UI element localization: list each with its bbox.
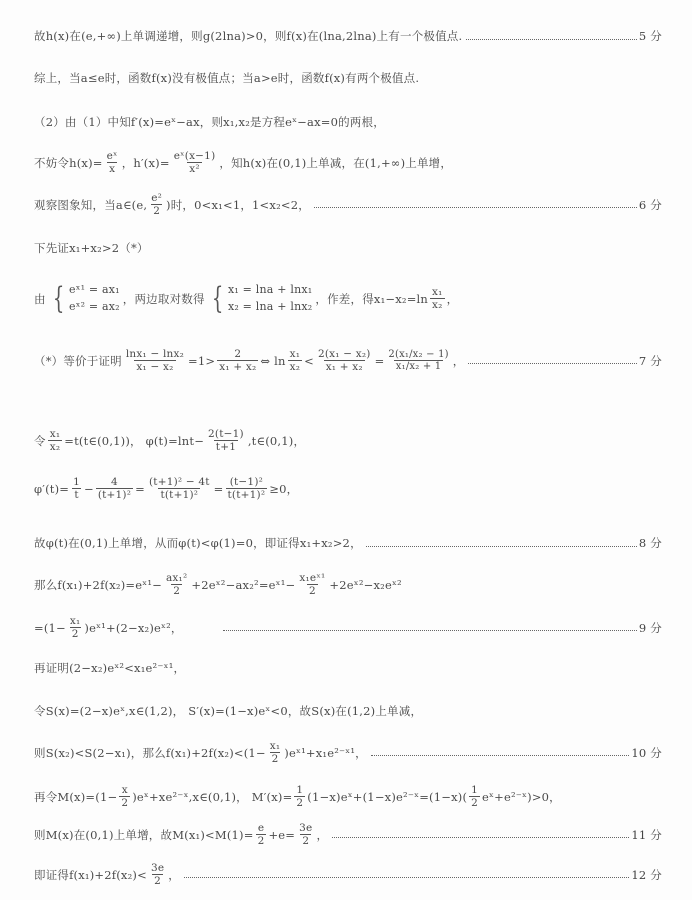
line-text: ，知h(x)在(0,1)上单减，在(1,+∞)上单增， (219, 155, 453, 170)
line-text: 即证得f(x₁)+2f(x₂)< (34, 867, 147, 882)
fraction: $\frac{2(t-1)}{t+1}$ (208, 428, 244, 454)
fraction: $\frac{\text{2(x₁/x₂ − 1)}}{\text{x₁/x₂ + 1}}$ (388, 348, 449, 373)
line-text: ， (446, 291, 459, 306)
line-text: = (213, 481, 224, 496)
dotted-leader (314, 207, 637, 208)
solution-line-10 (34, 476, 662, 501)
line-text: )eˣ¹+x₁e²⁻ˣ¹， (284, 745, 367, 760)
fraction: $\frac{\text{lnx₁ − lnx₂}}{\text{x₁ − x₂}}$ (125, 348, 185, 374)
score-marker: 11 分 (631, 827, 662, 842)
line-text: )eˣ¹+(2−x₂)eˣ²， (84, 620, 183, 635)
line-text: =(1− (34, 620, 66, 635)
line-text: 再令M(x)=(1− (34, 789, 118, 804)
fraction: $\frac{\text{x₁}}{2}$ (69, 615, 81, 641)
line-text: 再证明(2−x₂)eˣ²<x₁e²⁻ˣ¹， (34, 661, 186, 675)
fraction: $\frac{\text{(t−1)²}}{\text{t(t+1)²}}$ (227, 476, 266, 502)
solution-line-3 (34, 114, 662, 130)
fraction: $\frac{\text{x₁}}{\text{x₂}}$ (49, 428, 61, 454)
solution-line-17 (34, 784, 662, 809)
line-text: ， (316, 827, 329, 842)
solution-line-6 (34, 240, 662, 256)
score-marker: 9 分 (638, 620, 662, 635)
dotted-leader (371, 755, 630, 756)
fraction: $\frac{4}{\text{(t+1)²}}$ (97, 476, 132, 502)
line-text: )eˣ+xe²⁻ˣ,x∈(0,1)， M′(x)= (132, 789, 293, 804)
line-text: ，h′(x)= (121, 155, 170, 170)
fraction: $\frac{1}{2}$ (471, 784, 479, 810)
fraction: $\frac{\text{2(x₁ − x₂)}}{\text{x₁ + x₂}}$ (317, 348, 371, 374)
line-text: 综上，当a≤e时，函数f(x)没有极值点；当a>e时，函数f(x)有两个极值点. (34, 71, 420, 85)
line-text: − (83, 481, 94, 496)
line-text: =1> (188, 353, 216, 368)
score-marker: 5 分 (638, 29, 662, 43)
line-text: ， (452, 353, 465, 368)
fraction: $\frac{\text{(t+1)² − 4t}}{\text{t(t+1)²}}$ (148, 476, 210, 502)
solution-line-1 (34, 28, 662, 44)
line-text: φ′(t)= (34, 481, 70, 496)
fraction: $\frac{1}{t}$ (73, 476, 80, 502)
line-text: = (374, 353, 385, 368)
line-text: = (135, 481, 145, 496)
line-text: ≥0， (269, 481, 299, 496)
brace-icon: { (211, 280, 224, 316)
fraction: $\frac{\text{eˣ(x−1)}}{\text{x²}}$ (173, 150, 216, 176)
line-text: 不妨令h(x)= (34, 155, 103, 170)
solution-line-16 (34, 740, 662, 765)
dotted-leader (466, 39, 637, 40)
line-text: 下先证x₁+x₂>2（*） (34, 241, 149, 255)
score-marker: 12 分 (631, 867, 662, 882)
line-text: ，作差，得x₁−x₂=ln (315, 291, 429, 306)
fraction: $\frac{\text{x₁eˣ¹}}{2}$ (299, 572, 326, 598)
line-text: ，两边取对数得 (122, 291, 205, 306)
fraction: $\frac{2}{\text{x₁ + x₂}}$ (219, 348, 257, 374)
fraction: $\frac{\text{x₁}}{\text{x₂}}$ (432, 285, 443, 311)
solution-line-18 (34, 822, 662, 847)
score-marker: 7 分 (638, 353, 662, 368)
solution-line-2 (34, 70, 662, 86)
solution-line-5 (34, 192, 662, 217)
fraction: $\frac{\text{x₁}}{2}$ (269, 740, 281, 766)
fraction: $\frac{3e}{2}$ (299, 822, 313, 848)
line-text: 故h(x)在(e,+∞)上单调递增，则g(2lna)>0，则f(x)在(lna,2lna)上有一个极值点. (34, 29, 463, 43)
dotted-leader (468, 363, 636, 364)
score-marker: 6 分 (638, 197, 662, 212)
line-text: eˣ+e²⁻ˣ)>0， (482, 789, 561, 804)
fraction: $\frac{x}{2}$ (121, 784, 129, 810)
equation-system: { x₁ = lna + lnx₁ x₂ = lna + lnx₂ (211, 280, 313, 316)
line-text: 由 (34, 291, 46, 306)
dotted-leader (366, 546, 637, 547)
line-text: 故φ(t)在(0,1)上单增，从而φ(t)<φ(1)=0，即证得x₁+x₂>2， (34, 536, 362, 550)
line-text: 那么f(x₁)+2f(x₂)=eˣ¹− (34, 577, 162, 592)
fraction: $\frac{\text{eˣ}}{x}$ (106, 150, 118, 176)
fraction: $\frac{\text{x₁}}{\text{x₂}}$ (289, 348, 301, 374)
line-text: +e= (268, 827, 296, 842)
dotted-leader (223, 630, 637, 631)
line-text: < (304, 353, 314, 368)
fraction: $\frac{1}{2}$ (296, 784, 304, 810)
solution-line-4 (34, 150, 662, 175)
solution-line-14 (34, 660, 662, 676)
solution-line-13 (34, 615, 662, 640)
line-text: （*）等价于证明 (34, 353, 122, 368)
equation-system: { eˣ¹ = ax₁ eˣ² = ax₂ (52, 280, 120, 316)
line-text: ,t∈(0,1)， (247, 433, 306, 448)
solution-line-9 (34, 428, 662, 453)
fraction: $\frac{\text{ax₁²}}{2}$ (165, 572, 188, 598)
score-marker: 8 分 (638, 536, 662, 550)
line-text: 令S(x)=(2−x)eˣ,x∈(1,2)， S′(x)=(1−x)eˣ<0，故S(x)在(1,2)上单减， (34, 704, 423, 718)
line-text: +2eˣ²−ax₂²=eˣ¹− (191, 577, 296, 592)
line-text: (1−x)eˣ+(1−x)e²⁻ˣ=(1−x)( (307, 789, 468, 804)
dotted-leader (332, 837, 629, 838)
line-text: （2）由（1）中知f′(x)=eˣ−ax，则x₁,x₂是方程eˣ−ax=0的两根， (34, 115, 385, 129)
line-text: 则S(x₂)<S(2−x₁)，那么f(x₁)+2f(x₂)<(1− (34, 745, 266, 760)
solution-line-7 (34, 282, 662, 315)
fraction: $\frac{\text{e²}}{2}$ (151, 192, 163, 218)
dotted-leader (184, 877, 629, 878)
solution-line-11 (34, 535, 662, 551)
line-text: 则M(x)在(0,1)上单增，故M(x₁)<M(1)= (34, 827, 254, 842)
line-text: 观察图象知，当a∈(e, (34, 197, 148, 212)
line-text: 令 (34, 433, 46, 448)
line-text: +2eˣ²−x₂eˣ² (329, 577, 402, 592)
solution-line-19 (34, 862, 662, 887)
brace-icon: { (52, 280, 65, 316)
line-text: ⇔ ln (260, 353, 286, 368)
line-text: =t(t∈(0,1))， φ(t)=lnt− (64, 433, 205, 448)
fraction: $\frac{3e}{2}$ (150, 862, 165, 888)
fraction: $\frac{e}{2}$ (257, 822, 265, 848)
score-marker: 10 分 (631, 745, 662, 760)
solution-line-15 (34, 703, 662, 719)
line-text: ， (168, 867, 180, 882)
line-text: )时，0<x₁<1，1<x₂<2， (166, 197, 310, 212)
solution-line-12 (34, 572, 662, 597)
solution-line-8 (34, 348, 662, 373)
